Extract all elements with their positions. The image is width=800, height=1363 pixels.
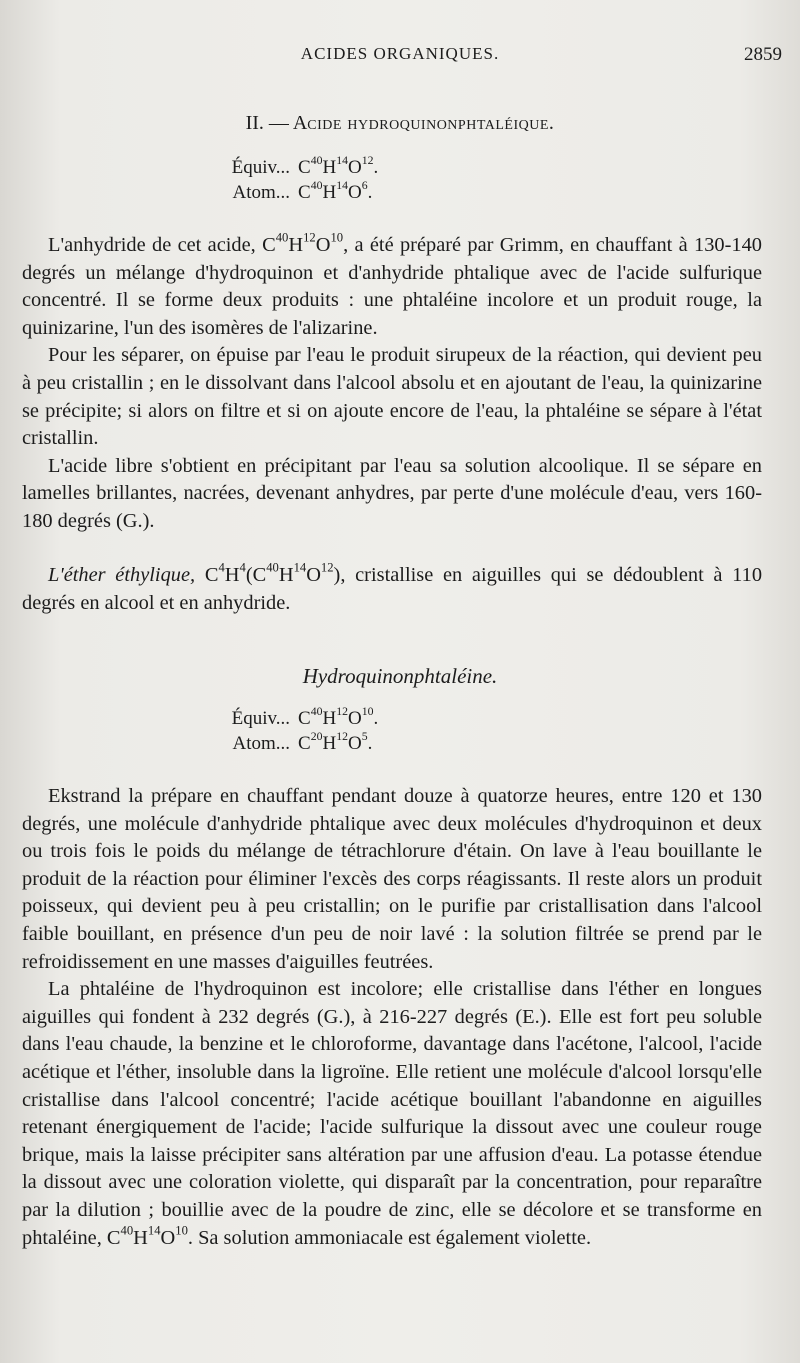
formula-sup: 10 bbox=[175, 1223, 188, 1238]
text-run: O bbox=[160, 1226, 176, 1249]
formula-sup: 4 bbox=[239, 560, 246, 575]
formula-sup: 10 bbox=[330, 230, 344, 245]
formula-sup: 4 bbox=[218, 560, 225, 575]
running-title: ACIDES ORGANIQUES. bbox=[300, 44, 500, 63]
formula-part: C bbox=[298, 182, 311, 203]
formula-sup: 40 bbox=[266, 560, 279, 575]
text-run: L'anhydride de cet acide, C bbox=[48, 234, 276, 256]
formula-sup: 12 bbox=[361, 154, 374, 168]
formula-sup: 40 bbox=[310, 705, 323, 719]
formula-sup: 20 bbox=[310, 730, 323, 744]
text-run: H bbox=[133, 1226, 148, 1249]
formula-sup: 40 bbox=[310, 154, 323, 168]
paragraph-anhydride bbox=[22, 232, 762, 342]
formula-part: . bbox=[373, 157, 379, 178]
formula-part: . bbox=[367, 182, 373, 203]
formula-block-acid bbox=[190, 155, 378, 205]
formula-sup: 14 bbox=[293, 560, 307, 575]
text-block-bottom bbox=[22, 783, 762, 1252]
text-run: , a été préparé par Grimm, en chauffant à 130-140 degrés un mélange d'hydroquinon et d'anhydride phtalique avec de l'acide sulfurique concentré. Il se forme deux produits : une phtaléine incolore et un produit rouge, la quinizarine, l'un des isomères de l'alizarine. bbox=[22, 234, 762, 339]
equiv-label: Équiv... bbox=[231, 708, 290, 729]
formula-sup: 14 bbox=[336, 154, 348, 168]
text-run: H bbox=[224, 564, 240, 586]
formula-sup: 12 bbox=[336, 730, 348, 744]
formula-part: . bbox=[367, 733, 373, 754]
text-run: . Sa solution ammoniacale est également violette. bbox=[187, 1226, 592, 1249]
formula-part: H bbox=[322, 733, 337, 754]
formula-sup: 10 bbox=[361, 705, 374, 719]
formula-part: O bbox=[347, 182, 362, 203]
section-numeral: II. — bbox=[245, 112, 293, 134]
formula-part: O bbox=[347, 708, 362, 729]
paragraph-properties bbox=[22, 976, 762, 1252]
text-run: H bbox=[278, 564, 294, 586]
atom-row bbox=[190, 180, 378, 205]
text-block-ether bbox=[22, 562, 762, 617]
formula-part: H bbox=[322, 157, 337, 178]
paragraph-separation: Pour les séparer, on épuise par l'eau le produit sirupeux de la réaction, qui devient peu à peu cristallin ; en le dissolvant dans l'alcool absolu et en ajoutant de l'eau, la quinizarine se précipite; si alors on filtre et si on ajoute encore de l'eau, la phtaléine se sépare à l'état cristallin. bbox=[22, 344, 762, 450]
text-run: ), cristallise en aiguilles qui se dédoublent à 110 degrés en alcool et en anhydride. bbox=[22, 564, 763, 614]
formula-sup: 12 bbox=[336, 705, 348, 719]
formula-sup: 12 bbox=[303, 230, 316, 245]
paragraph-ether bbox=[22, 562, 762, 617]
atom-label: Atom... bbox=[232, 733, 290, 754]
paragraph-free-acid: L'acide libre s'obtient en précipitant par l'eau sa solution alcoolique. Il se sépare en lamelles brillantes, nacrées, devenant anhydres, par perte d'une molécule d'eau, vers 160-180 degrés (G.). bbox=[22, 454, 762, 532]
formula-part: C bbox=[298, 157, 311, 178]
formula-block-phtaleine bbox=[190, 706, 378, 756]
text-run: H bbox=[288, 234, 304, 256]
formula-sup: 40 bbox=[120, 1223, 134, 1238]
section-title-rest: cide hydroquinonphtaléique. bbox=[307, 112, 555, 134]
formula-sup: 12 bbox=[320, 560, 334, 575]
atom-label: Atom... bbox=[232, 182, 290, 203]
formula-part: O bbox=[347, 733, 362, 754]
formula-part: H bbox=[322, 708, 337, 729]
italic-term: L'éther éthylique, bbox=[48, 564, 196, 586]
text-run: La phtaléine de l'hydroquinon est incolore; elle cristallise dans l'éther en longues aiguilles qui fondent à 232 degrés (G.), à 216-227 degrés (E.). Elle est fort peu soluble dans l'eau chaude, la benzine et le chloroforme, davantage dans l'acétone, l'alcool, l'acide acétique et l'éther, insoluble dans la ligroïne. Elle retient une molécule d'alcool lorsqu'elle cristallise dans l'alcool concentré; l'acide acétique bouillant l'abandonne en aiguilles retenant énergiquement de l'acide; l'acide sulfurique la dissout avec une couleur rouge brique, mais la laisse précipiter sans altération par une affusion d'eau. La potasse étendue la dissout avec une coloration violette, qui disparaît par la concentration, pour reparaître par la dilution ; bouillie avec de la poudre de zinc, elle se décolore et se transforme en phtaléine, C bbox=[22, 978, 762, 1249]
section-heading bbox=[0, 112, 800, 135]
formula-part: H bbox=[322, 182, 337, 203]
paragraph-ekstrand: Ekstrand la prépare en chauffant pendant douze à quatorze heures, entre 120 et 130 degrés, une molécule d'anhydride phtalique avec deux molécules d'hydroquinon et deux ou trois fois le poids du mélange de tétrachlorure d'étain. On lave à l'eau bouillante le produit de la réaction pour éliminer l'excès des corps réagissants. Il reste alors un produit poisseux, qui devient peu à peu cristallin; on le purifie par cristallisation dans l'alcool faible bouillant, en présence d'un peu de noir lavé : la solution filtrée se prend par le refroidissement en une masses d'aiguilles feutrées. bbox=[22, 785, 762, 973]
formula-part: C bbox=[298, 708, 311, 729]
text-run: O bbox=[315, 234, 331, 256]
equiv-row bbox=[190, 155, 378, 180]
formula-sup: 40 bbox=[310, 179, 323, 193]
text-run: (C bbox=[245, 564, 267, 586]
formula-sup: 40 bbox=[275, 230, 289, 245]
atom-row bbox=[190, 731, 378, 756]
formula-part: O bbox=[347, 157, 362, 178]
text-run: C bbox=[195, 564, 219, 586]
formula-part: . bbox=[373, 708, 379, 729]
text-block-top bbox=[22, 232, 762, 536]
running-head bbox=[0, 44, 800, 74]
formula-sup: 14 bbox=[336, 179, 348, 193]
page-number: 2859 bbox=[744, 44, 782, 65]
text-run: O bbox=[306, 564, 321, 586]
section-title-lead: A bbox=[292, 112, 308, 134]
formula-sup: 6 bbox=[361, 179, 368, 193]
formula-sup: 14 bbox=[147, 1223, 161, 1238]
formula-sup: 5 bbox=[361, 730, 368, 744]
equiv-row bbox=[190, 706, 378, 731]
equiv-label: Équiv... bbox=[231, 157, 290, 178]
subheading: Hydroquinonphtaléine. bbox=[302, 664, 498, 688]
formula-part: C bbox=[298, 733, 311, 754]
